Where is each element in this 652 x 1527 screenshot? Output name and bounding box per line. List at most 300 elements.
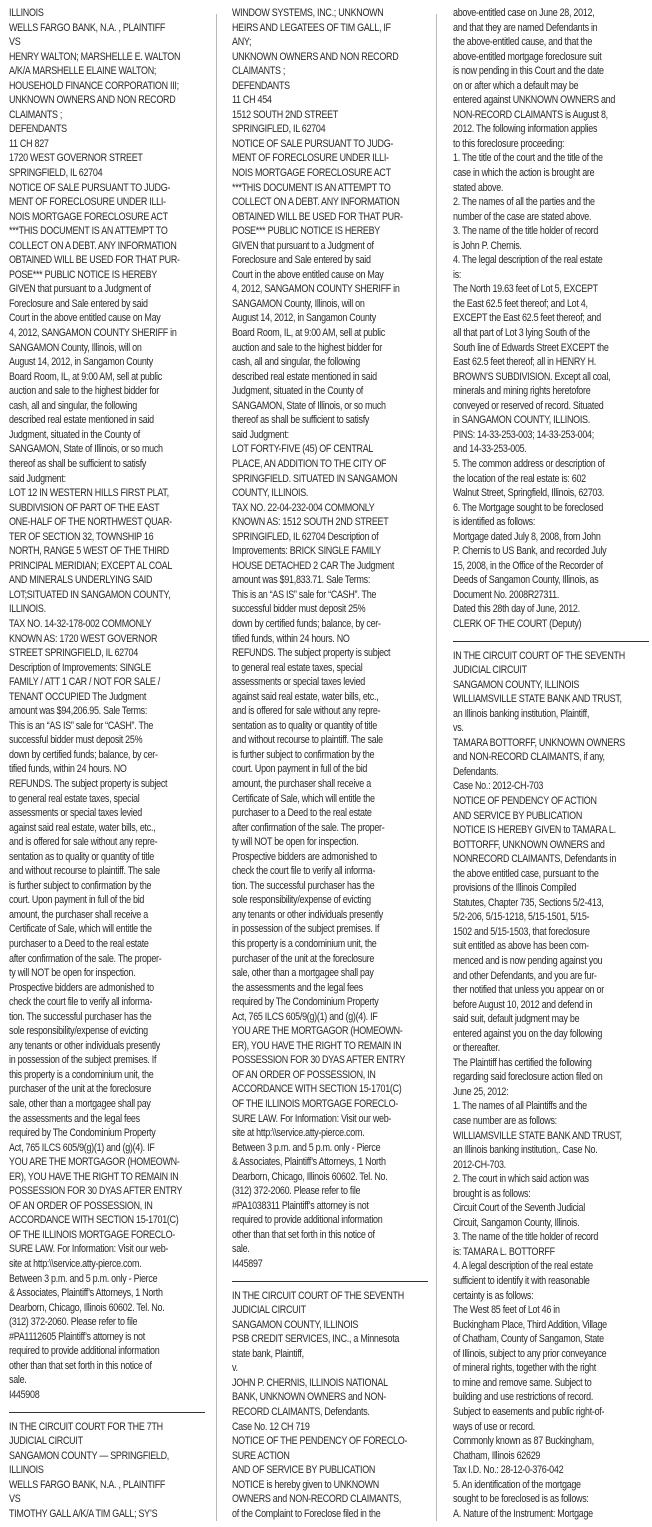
- notice-line: LOT FORTY-FIVE (45) OF CENTRAL: [232, 443, 374, 456]
- notice-line: sole responsibility/expense of evicting: [232, 894, 371, 907]
- notice-line: amount, the purchaser shall receive a: [9, 908, 148, 921]
- notice-line: is now pending in this Court and the date: [453, 65, 604, 78]
- notice-line: SANGAMON County, Illinois, will on: [232, 297, 365, 310]
- notice-line: SURE LAW. For Information: Visit our web-: [9, 1243, 169, 1256]
- notice-line: tion. The successful purchaser has the: [9, 1010, 152, 1023]
- notice-line: required to provide additional information: [9, 1345, 160, 1358]
- notice-line: WILLIAMSVILLE STATE BANK AND TRUST,: [453, 693, 622, 706]
- notice-line: OF THE ILLINOIS MORTGAGE FORECLO-: [9, 1228, 175, 1241]
- notice-line: This is an “AS IS” sale for “CASH”. The: [9, 719, 154, 732]
- notice-line: OF AN ORDER OF POSSESSION, IN: [9, 1199, 153, 1212]
- notice-line: said Judgment:: [232, 428, 289, 441]
- notice-line: The West 85 feet of Lot 46 in: [453, 1304, 560, 1317]
- notice-line: is John P. Chernis.: [453, 239, 522, 252]
- notice-line: Case No. 12 CH 719: [232, 1420, 310, 1433]
- notice-line: ER), YOU HAVE THE RIGHT TO REMAIN IN: [232, 1039, 402, 1052]
- notice-line: South line of Edwards Street EXCEPT the: [453, 341, 609, 354]
- notice-line: WELLS FARGO BANK, N.A. , PLAINTIFF: [9, 1478, 166, 1491]
- notice-line: site at http:\\service.atty-pierce.com.: [9, 1258, 142, 1271]
- column-3: [453, 6, 652, 1521]
- notice-line: successful bidder must deposit 25%: [9, 734, 143, 747]
- notice-line: Subject to easements and public right-of-: [453, 1405, 605, 1418]
- notice-line: of the Complaint to Foreclose filed in the: [232, 1507, 381, 1520]
- notice-line: number of the case are stated above.: [453, 210, 592, 223]
- notice-line: VS: [9, 36, 21, 49]
- notice-line: COUNTY, ILLINOIS.: [232, 487, 309, 500]
- notice-line: other than that set forth in this notice of: [232, 1228, 375, 1241]
- notice-line: Document No. 2008R27311.: [453, 588, 560, 601]
- notice-line: described real estate mentioned in said: [232, 370, 377, 383]
- notice-line: PRINCIPAL MERIDIAN; EXCEPT AL COAL: [9, 559, 173, 572]
- notice-line: Walnut Street, Springfield, Illinois, 62703.: [453, 487, 605, 500]
- notice-line: This is an “AS IS” sale for “CASH”. The: [232, 588, 377, 601]
- notice-line: NOTICE OF SALE PURSUANT TO JUDG-: [232, 137, 394, 150]
- notice-line: A/K/A MARSHELLE ELAINE WALTON;: [9, 65, 157, 78]
- notice-line: TIMOTHY GALL A/K/A TIM GALL; SY’S: [9, 1507, 158, 1520]
- notice-line: successful bidder must deposit 25%: [232, 603, 366, 616]
- notice-line: 2. The court in which said action was: [453, 1173, 589, 1186]
- notice-line: Tax I.D. No.: 28-12-0-376-042: [453, 1464, 564, 1477]
- notice-line: auction and sale to the highest bidder for: [232, 341, 382, 354]
- notice-line: LOT 12 IN WESTERN HILLS FIRST PLAT,: [9, 487, 169, 500]
- notice-line: to mine and remove same. Subject to: [453, 1376, 592, 1389]
- notice-line: Commonly known as 87 Buckingham,: [453, 1435, 594, 1448]
- notice-line: 11 CH 454: [232, 94, 272, 107]
- notice-line: ty will NOT be open for inspection.: [232, 836, 359, 849]
- notice-line: SPRINGIFLED, IL 62704: [232, 123, 326, 136]
- notice-line: AND MINERALS UNDERLYING SAID: [9, 574, 153, 587]
- notice-line: Statutes, Chapter 735, Sections 5/2-413,: [453, 896, 604, 909]
- notice-line: Description of Improvements: SINGLE: [9, 661, 151, 674]
- notice-line: sole responsibility/expense of evicting: [9, 1025, 148, 1038]
- notice-line: EXCEPT the East 62.5 feet thereof; and: [453, 312, 601, 325]
- notice-line: GIVEN that pursuant to a Judgment of: [232, 239, 374, 252]
- notice-line: the East 62.5 feet thereof; and Lot 4,: [453, 297, 588, 310]
- notice-line: sought to be foreclosed is as follows:: [453, 1493, 589, 1506]
- notice-line: auction and sale to the highest bidder for: [9, 385, 159, 398]
- notice-line: (312) 372-2060. Please refer to file: [9, 1316, 138, 1329]
- notice-line: minerals and mining rights heretofore: [453, 385, 591, 398]
- notice-line: 1720 WEST GOVERNOR STREET: [9, 152, 143, 165]
- notice-line: SPRINGFIELD. SITUATED IN SANGAMON: [232, 472, 398, 485]
- notice-line: COLLECT ON A DEBT. ANY INFORMATION: [232, 196, 400, 209]
- notice-line: POSSESSION FOR 30 DYAS AFTER ENTRY: [232, 1054, 406, 1067]
- notice-line: & Associates, Plaintiff’s Attorneys, 1 North: [9, 1287, 163, 1300]
- notice-line: ther notified that unless you appear on or: [453, 984, 604, 997]
- notice-line: 2012. The following information applies: [453, 123, 598, 136]
- notice-line: East 62.5 feet thereof; all in HENRY H.: [453, 356, 596, 369]
- notice-line: of mineral rights, together with the right: [453, 1362, 596, 1375]
- notice-line: purchaser of the unit at the foreclosure: [9, 1083, 152, 1096]
- notice-line: SPRINGIFLED, IL 62704 Description of: [232, 530, 379, 543]
- notice-line: entered against UNKNOWN OWNERS and: [453, 94, 616, 107]
- notice-line: Prospective bidders are admonished to: [9, 981, 154, 994]
- notice-line: sentation as to quality or quantity of title: [9, 850, 154, 863]
- notice-line: SANGAMON COUNTY, ILLINOIS: [232, 1318, 359, 1331]
- notice-line: is further subject to confirmation by the: [232, 748, 375, 761]
- notice-line: JUDICIAL CIRCUIT: [9, 1435, 83, 1448]
- notice-line: the assessments and the legal fees: [9, 1112, 140, 1125]
- notice-line: and other Defendants, and you are fur-: [453, 969, 597, 982]
- notice-separator: [453, 641, 649, 642]
- notice-line: after confirmation of the sale. The proper-: [9, 952, 162, 965]
- notice-line: 4. The legal description of the real estate: [453, 254, 603, 267]
- notice-line: and is offered for sale without any repre-: [9, 836, 158, 849]
- notice-line: CLAIMANTS ;: [232, 65, 286, 78]
- notice-line: purchaser to a Deed to the real estate: [9, 938, 149, 950]
- notice-line: REFUNDS. The subject property is subject: [9, 777, 168, 790]
- notice-line: described real estate mentioned in said: [9, 414, 154, 427]
- notice-line: 1. The names of all Plaintiffs and the: [453, 1100, 587, 1113]
- notice-line: and is offered for sale without any repre-: [232, 705, 381, 718]
- notice-line: an Illinois banking institution,. Case No.: [453, 1144, 598, 1157]
- notice-line: AND OF SERVICE BY PUBLICATION: [232, 1464, 376, 1477]
- notice-line: thereof as shall be sufficient to satisfy: [9, 457, 147, 470]
- notice-line: Dearborn, Chicago, Illinois 60602. Tel. No.: [9, 1301, 165, 1314]
- notice-line: TAX NO. 22-04-232-004 COMMONLY: [232, 501, 375, 514]
- notice-line: AND SERVICE BY PUBLICATION: [453, 809, 582, 822]
- notice-line: check the court file to verify all informa-: [232, 865, 376, 878]
- notice-line: sale, other than a mortgagee shall pay: [9, 1098, 151, 1111]
- notice-line: Foreclosure and Sale entered by said: [232, 254, 371, 267]
- notice-line: any tenants or other individuals presently: [9, 1039, 160, 1052]
- notice-line: UNKNOWN OWNERS AND NON RECORD: [232, 50, 399, 63]
- notice-line: NOIS MORTGAGE FORECLOSURE ACT: [9, 210, 168, 223]
- notice-line: 5. An identification of the mortgage: [453, 1478, 581, 1491]
- notice-line: KNOWN AS: 1720 WEST GOVERNOR: [9, 632, 158, 645]
- notice-line: SANGAMON COUNTY — SPRINGFIELD,: [9, 1449, 170, 1462]
- notice-line: purchaser of the unit at the foreclosure: [232, 952, 375, 965]
- notice-line: ONE-HALF OF THE NORTHWEST QUAR-: [9, 516, 172, 529]
- notice-line: in SANGAMON COUNTY, ILLINOIS.: [453, 414, 590, 427]
- notice-line: TAMARA BOTTORFF, UNKNOWN OWNERS: [453, 736, 625, 749]
- notice-line: Dearborn, Chicago, Illinois 60602. Tel. No.: [232, 1170, 388, 1183]
- notice-line: Judgment, situated in the County of: [9, 428, 141, 441]
- notice-line: in possession of the subject premises. If: [9, 1054, 157, 1067]
- notice-line: IN THE CIRCUIT COURT FOR THE 7TH: [9, 1420, 163, 1433]
- notice-line: tified funds, within 24 hours. NO: [9, 763, 127, 776]
- notice-line: ANY;: [232, 36, 252, 49]
- notice-line: sentation as to quality or quantity of title: [232, 719, 377, 732]
- notice-line: 4. A legal description of the real estate: [453, 1260, 593, 1273]
- notice-line: after confirmation of the sale. The proper-: [232, 821, 385, 834]
- notice-line: Between 3 p.m. and 5 p.m. only - Pierce: [232, 1141, 381, 1154]
- notice-line: case in which the action is brought are: [453, 167, 595, 180]
- legal-notice: [453, 6, 652, 632]
- notice-line: HOUSE DETACHED 2 CAR The Judgment: [232, 559, 395, 572]
- notice-line: UNKNOWN OWNERS AND NON RECORD: [9, 94, 176, 107]
- notice-line: is:: [453, 268, 462, 281]
- notice-line: 4, 2012, SANGAMON COUNTY SHERIFF in: [232, 283, 400, 296]
- notice-line: and without recourse to plaintiff. The sale: [9, 865, 160, 878]
- notice-line: Defendants.: [453, 765, 499, 778]
- notice-line: 11 CH 827: [9, 137, 49, 150]
- notice-line: SUBDIVISION OF PART OF THE EAST: [9, 501, 160, 514]
- notice-line: conveyed or reserved of record. Situated: [453, 399, 604, 412]
- notice-line: sufficient to identify it with reasonable: [453, 1275, 590, 1288]
- notice-line: P. Chernis to US Bank, and recorded July: [453, 545, 607, 558]
- notice-line: is: TAMARA L. BOTTORFF: [453, 1245, 555, 1258]
- notice-line: ty will NOT be open for inspection.: [9, 967, 136, 980]
- notice-line: Mortgage dated July 8, 2008, from John: [453, 530, 601, 543]
- notice-line: tion. The successful purchaser has the: [232, 879, 375, 892]
- notice-line: Board Room, IL, at 9:00 AM, sell at public: [9, 370, 162, 383]
- notice-line: August 14, 2012, in Sangamon County: [9, 356, 153, 369]
- notice-line: OWNERS and NON-RECORD CLAIMANTS,: [232, 1493, 402, 1506]
- notice-line: menced and is now pending against you: [453, 955, 603, 967]
- notice-line: Buckingham Place, Third Addition, Village: [453, 1318, 607, 1331]
- notice-line: suit entitled as above has been com-: [453, 940, 589, 953]
- notice-line: STREET SPRINGFIELD, IL 62704: [9, 647, 138, 660]
- notice-line: Court in the above entitled cause on May: [9, 312, 161, 325]
- notice-line: RECORD CLAIMANTS, Defendants.: [232, 1405, 370, 1418]
- notice-line: ACCORDANCE WITH SECTION 15-1701(C): [232, 1083, 402, 1096]
- notice-line: MENT OF FORECLOSURE UNDER ILLI-: [9, 196, 166, 209]
- notice-line: down by certified funds; balance, by cer-: [232, 617, 381, 630]
- notice-line: Between 3 p.m. and 5 p.m. only - Pierce: [9, 1272, 158, 1285]
- notice-line: sale.: [232, 1243, 250, 1256]
- notice-line: POSSESSION FOR 30 DYAS AFTER ENTRY: [9, 1185, 183, 1198]
- notice-line: or thereafter.: [453, 1042, 500, 1055]
- notice-line: the above-entitled cause, and that the: [453, 36, 593, 49]
- notice-line: entered against you on the day following: [453, 1027, 603, 1040]
- notice-line: against said real estate, water bills, etc.,: [9, 821, 156, 834]
- notice-line: ILLINOIS.: [9, 603, 46, 616]
- notice-line: NOTICE IS HEREBY GIVEN to TAMARA L.: [453, 824, 616, 837]
- notice-line: down by certified funds; balance, by cer-: [9, 748, 158, 761]
- notice-line: building and use restrictions of record.: [453, 1391, 594, 1404]
- notice-line: JOHN P. CHERNIS, ILLINOIS NATIONAL: [232, 1376, 388, 1389]
- notice-line: an Illinois banking institution, Plaintiff,: [453, 707, 590, 720]
- notice-line: of Chatham, County of Sangamon, State: [453, 1333, 604, 1346]
- notice-line: NOTICE OF PENDENCY OF ACTION: [453, 794, 597, 807]
- legal-notice: [232, 6, 440, 1272]
- notice-line: FAMILY / ATT 1 CAR / NOT FOR SALE /: [9, 676, 161, 689]
- notice-line: HOUSEHOLD FINANCE CORPORATION III;: [9, 79, 179, 92]
- notice-line: ***THIS DOCUMENT IS AN ATTEMPT TO: [9, 225, 168, 238]
- notice-line: court. Upon payment in full of the bid: [232, 763, 368, 776]
- notice-line: CLAIMANTS ;: [9, 108, 63, 121]
- notice-line: cash, all and singular, the following: [9, 399, 137, 412]
- notice-line: 1. The title of the court and the title of the: [453, 152, 603, 165]
- notice-line: required by The Condominium Property: [232, 996, 379, 1009]
- notice-line: WILLIAMSVILLE STATE BANK AND TRUST,: [453, 1129, 622, 1142]
- notice-line: ILLINOIS: [9, 1464, 44, 1477]
- notice-line: Act, 765 ILCS 605/9(g)(1) and (g)(4). IF: [9, 1141, 155, 1154]
- notice-line: 1502 and 5/15-1503, that foreclosure: [453, 925, 590, 938]
- notice-line: WELLS FARGO BANK, N.A. , PLAINTIFF: [9, 21, 166, 34]
- notice-line: above-entitled mortgage foreclosure suit: [453, 50, 602, 63]
- notice-line: certainty is as follows:: [453, 1289, 534, 1302]
- notice-line: provisions of the Illinois Compiled: [453, 882, 577, 895]
- notice-line: BROWN’S SUBDIVISION. Except all coal,: [453, 370, 611, 383]
- notice-line: Improvements: BRICK SINGLE FAMILY: [232, 545, 381, 558]
- notice-line: this property is a condominium unit, the: [232, 938, 377, 950]
- notice-line: thereof as shall be sufficient to satisfy: [232, 414, 370, 427]
- notice-line: HENRY WALTON; MARSHELLE E. WALTON: [9, 50, 181, 63]
- notice-line: I445897: [232, 1258, 263, 1271]
- notice-line: amount was $94,206.95. Sale Terms:: [9, 705, 148, 718]
- notice-line: Foreclosure and Sale entered by said: [9, 297, 148, 310]
- notice-line: VS: [9, 1493, 21, 1506]
- notice-line: & Associates, Plaintiff’s Attorneys, 1 North: [232, 1156, 386, 1169]
- notice-line: amount, the purchaser shall receive a: [232, 777, 371, 790]
- notice-line: Chatham, Illinois 62629: [453, 1449, 541, 1462]
- notice-line: all that part of Lot 3 lying South of the: [453, 327, 590, 340]
- notice-line: DEFENDANTS: [9, 123, 67, 136]
- notice-line: other than that set forth in this notice of: [9, 1359, 152, 1372]
- notice-line: Act, 765 ILCS 605/9(g)(1) and (g)(4). IF: [232, 1010, 378, 1023]
- notice-line: to this foreclosure proceeding:: [453, 137, 565, 150]
- notice-line: Circuit Court of the Seventh Judicial: [453, 1202, 585, 1215]
- notice-line: POSE*** PUBLIC NOTICE IS HEREBY: [9, 268, 157, 281]
- notice-line: brought is as follows:: [453, 1187, 531, 1200]
- notice-line: and that they are named Defendants in: [453, 21, 598, 34]
- notice-line: ways of use or record.: [453, 1420, 535, 1433]
- notice-line: regarding said foreclosure action filed on: [453, 1071, 603, 1084]
- notice-line: stated above.: [453, 181, 504, 194]
- notice-line: SANGAMON COUNTY, ILLINOIS: [453, 678, 580, 691]
- notice-line: and without recourse to plaintiff. The sale: [232, 734, 383, 747]
- legal-notice: [9, 6, 217, 1403]
- notice-line: 15, 2008, in the Office of the Recorder of: [453, 559, 603, 572]
- notice-line: 3. The name of the title holder of record: [453, 1231, 599, 1244]
- notice-line: case number are as follows:: [453, 1115, 557, 1128]
- notice-line: BOTTORFF, UNKNOWN OWNERS and: [453, 838, 605, 851]
- notice-line: DEFENDANTS: [232, 79, 290, 92]
- notice-line: the location of the real estate is: 602: [453, 472, 586, 485]
- notice-line: 5. The common address or description of: [453, 457, 605, 470]
- notice-line: SURE ACTION: [232, 1449, 290, 1462]
- notice-line: ACCORDANCE WITH SECTION 15-1701(C): [9, 1214, 179, 1227]
- notice-line: TAX NO. 14-32-178-002 COMMONLY: [9, 617, 152, 630]
- notice-line: #PA1038311 Plaintiff’s attorney is not: [232, 1199, 369, 1212]
- notice-line: 1512 SOUTH 2ND STREET: [232, 108, 339, 121]
- notice-line: HEIRS AND LEGATEES OF TIM GALL, IF: [232, 21, 391, 34]
- notice-line: 2. The names of all the parties and the: [453, 196, 595, 209]
- notice-line: WINDOW SYSTEMS, INC.; UNKNOWN: [232, 7, 384, 19]
- notice-line: said Judgment:: [9, 472, 66, 485]
- notice-line: the assessments and the legal fees: [232, 981, 363, 994]
- column-2: [232, 6, 440, 1521]
- notice-line: JUDICIAL CIRCUIT: [232, 1304, 306, 1317]
- notice-line: JUDICIAL CIRCUIT: [453, 664, 527, 677]
- notice-line: any tenants or other individuals presently: [232, 908, 383, 921]
- notice-line: NON-RECORD CLAIMANTS is August 8,: [453, 108, 608, 121]
- notice-line: COLLECT ON A DEBT. ANY INFORMATION: [9, 239, 177, 252]
- notice-line: sale, other than a mortgagee shall pay: [232, 967, 374, 980]
- notice-line: required to provide additional information: [232, 1214, 383, 1227]
- notice-line: check the court file to verify all informa-: [9, 996, 153, 1009]
- notice-line: in possession of the subject premises. If: [232, 923, 380, 936]
- notice-line: Prospective bidders are admonished to: [232, 850, 377, 863]
- notice-line: OBTAINED WILL BE USED FOR THAT PUR-: [232, 210, 403, 223]
- notice-line: 3. The name of the title holder of record: [453, 225, 599, 238]
- notice-line: TER OF SECTION 32, TOWNSHIP 16: [9, 530, 154, 543]
- notice-line: on or after which a default may be: [453, 79, 579, 92]
- notice-line: POSE*** PUBLIC NOTICE IS HEREBY: [232, 225, 380, 238]
- notice-line: assessments or special taxes levied: [9, 807, 142, 820]
- notice-line: to general real estate taxes, special: [9, 792, 140, 805]
- notice-line: assessments or special taxes levied: [232, 676, 365, 689]
- notice-line: site at http:\\service.atty-pierce.com.: [232, 1127, 365, 1140]
- notice-line: is further subject to confirmation by the: [9, 879, 152, 892]
- notice-line: state bank, Plaintiff,: [232, 1347, 304, 1360]
- notice-line: SANGAMON, State of Illinois, or so much: [9, 443, 163, 456]
- notice-line: and NON-RECORD CLAIMANTS, if any,: [453, 751, 605, 764]
- notice-line: Circuit, Sangamon County, Illinois.: [453, 1216, 580, 1229]
- notice-line: June 25, 2012:: [453, 1085, 509, 1098]
- notice-line: ILLINOIS: [9, 7, 44, 19]
- notice-line: The North 19.63 feet of Lot 5, EXCEPT: [453, 283, 598, 296]
- legal-notice: [232, 1289, 440, 1522]
- notice-line: NOTICE OF THE PENDENCY OF FORECLO-: [232, 1435, 408, 1448]
- notice-line: OF AN ORDER OF POSSESSION, IN: [232, 1068, 376, 1081]
- notice-line: ER), YOU HAVE THE RIGHT TO REMAIN IN: [9, 1170, 179, 1183]
- notice-line: is identified as follows:: [453, 516, 536, 529]
- notice-line: said suit, default judgment may be: [453, 1013, 580, 1026]
- notice-line: PLACE, AN ADDITION TO THE CITY OF: [232, 457, 387, 470]
- notice-line: IN THE CIRCUIT COURT OF THE SEVENTH: [453, 649, 625, 662]
- notice-line: 5/2-206, 5/15-1218, 5/15-1501, 5/15-: [453, 911, 590, 924]
- notice-line: #PA1112605 Plaintiff’s attorney is not: [9, 1330, 145, 1343]
- notice-line: required by The Condominium Property: [9, 1127, 156, 1140]
- notice-line: YOU ARE THE MORTGAGOR (HOMEOWN-: [9, 1156, 180, 1169]
- notice-separator: [9, 1412, 205, 1413]
- notice-line: amount was $91,833.71. Sale Terms:: [232, 574, 371, 587]
- notice-line: SANGAMON, State of Illinois, or so much: [232, 399, 386, 412]
- notice-line: sale.: [9, 1374, 27, 1387]
- notice-line: NOTICE OF SALE PURSUANT TO JUDG-: [9, 181, 171, 194]
- notice-line: tified funds, within 24 hours. NO: [232, 632, 350, 645]
- notice-separator: [232, 1281, 428, 1282]
- notice-line: NONRECORD CLAIMANTS, Defendants in: [453, 853, 617, 866]
- notice-line: SPRINGFIELD, IL 62704: [9, 167, 103, 180]
- notice-line: SURE LAW. For Information: Visit our web-: [232, 1112, 392, 1125]
- notice-line: the above entitled case, pursuant to the: [453, 867, 599, 880]
- notice-line: (312) 372-2060. Please refer to file: [232, 1185, 361, 1198]
- notice-line: BANK, UNKNOWN OWNERS and NON-: [232, 1391, 386, 1404]
- legal-notice: [9, 1420, 217, 1522]
- notice-line: v.: [232, 1362, 238, 1375]
- notice-line: above-entitled case on June 28, 2012,: [453, 7, 595, 19]
- notice-line: cash, all and singular, the following: [232, 356, 360, 369]
- notice-line: I445908: [9, 1388, 40, 1401]
- notice-line: A. Nature of the Instrument: Mortgage: [453, 1507, 593, 1520]
- notice-line: PINS: 14-33-253-003; 14-33-253-004;: [453, 428, 594, 441]
- notice-line: 6. The Mortgage sought to be foreclosed: [453, 501, 604, 514]
- notice-line: ***THIS DOCUMENT IS AN ATTEMPT TO: [232, 181, 391, 194]
- notice-line: August 14, 2012, in Sangamon County: [232, 312, 376, 325]
- notice-line: of Illinois, subject to any prior conveyance: [453, 1347, 607, 1360]
- column-1: [9, 6, 217, 1521]
- notice-line: purchaser to a Deed to the real estate: [232, 807, 372, 820]
- notice-line: OF THE ILLINOIS MORTGAGE FORECLO-: [232, 1098, 398, 1111]
- notice-line: 2012-CH-703.: [453, 1158, 506, 1171]
- notice-line: The Plaintiff has certified the following: [453, 1056, 592, 1069]
- notice-line: TENANT OCCUPIED The Judgment: [9, 690, 147, 703]
- notice-line: Deeds of Sangamon County, Illinois, as: [453, 574, 599, 587]
- notice-line: SANGAMON County, Illinois, will on: [9, 341, 142, 354]
- notice-line: Dated this 28th day of June, 2012.: [453, 603, 580, 616]
- notice-line: REFUNDS. The subject property is subject: [232, 647, 391, 660]
- notice-line: NOTICE is hereby given to UNKNOWN: [232, 1478, 379, 1491]
- notice-line: MENT OF FORECLOSURE UNDER ILLI-: [232, 152, 389, 165]
- notice-line: Court in the above entitled cause on May: [232, 268, 384, 281]
- notice-line: YOU ARE THE MORTGAGOR (HOMEOWN-: [232, 1025, 403, 1038]
- notice-line: this property is a condominium unit, the: [9, 1068, 154, 1081]
- notice-line: Certificate of Sale, which will entitle the: [232, 792, 375, 805]
